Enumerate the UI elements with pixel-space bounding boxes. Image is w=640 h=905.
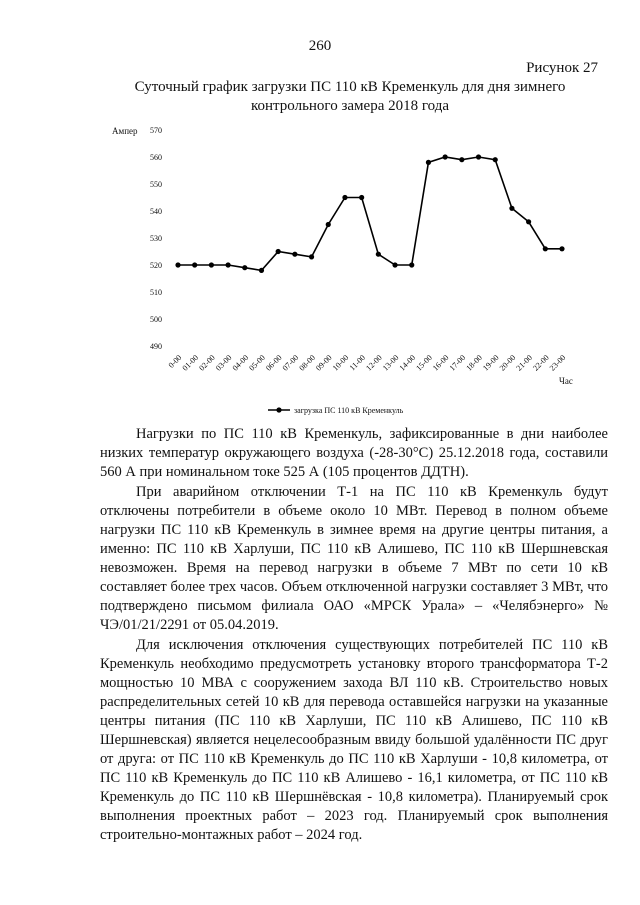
data-point <box>209 262 214 267</box>
paragraph-solution: Для исключения отключения существующих потребителей ПС 110 кВ Кременкуль необходимо предусмотреть установку второго трансформатора Т-2 мощностью 10 МВА с сооружением захода ВЛ 110 кВ. Строительство новых распределительных сетей 10 кВ для перевода оставшейся нагрузки на указанные центры питания (ПС 110 кВ Харлуши, ПС 110 кВ Алишево, ПС 110 кВ Шершневская) является нецелесообразным ввиду большой удалённости ПС друг от друга: от ПС 110 кВ Кременкуль до ПС 110 кВ Харлуши - 10,8 километра, от ПС 110 кВ Кременкуль до ПС 110 кВ Алишево - 16,1 километра, от ПС 110 кВ Кременкуль до ПС 110 кВ Шершнёвская - 10,8 километра). Планируемый срок выполнения проектных работ – 2023 год. Планируемый срок выполнения строительно-монтажных работ – 2024 год. <box>100 637 608 843</box>
x-tick-label: 11-00 <box>347 353 368 373</box>
data-point <box>509 206 514 211</box>
data-point <box>326 222 331 227</box>
x-tick-label: 19-00 <box>481 353 501 373</box>
series-line <box>178 157 562 270</box>
y-tick-label: 560 <box>150 153 162 162</box>
x-tick-label: 05-00 <box>247 353 267 373</box>
data-point <box>259 268 264 273</box>
data-point <box>309 254 314 259</box>
y-tick-label: 570 <box>150 126 162 135</box>
x-tick-label: 23-00 <box>547 353 568 373</box>
x-tick-label: 22-00 <box>531 353 551 373</box>
legend-marker <box>276 407 281 412</box>
x-tick-label: 09-00 <box>314 353 334 373</box>
data-point <box>192 262 197 267</box>
figure-label: Рисунок 27 <box>526 60 598 76</box>
data-point <box>292 252 297 257</box>
y-axis-label: Ампер <box>112 126 138 136</box>
data-point <box>409 262 414 267</box>
x-tick-label: 07-00 <box>280 353 301 373</box>
page-number: 260 <box>308 38 332 54</box>
x-tick-label: 21-00 <box>514 353 535 373</box>
y-tick-label: 550 <box>150 180 162 189</box>
x-tick-label: 16-00 <box>430 353 451 373</box>
data-point <box>459 157 464 162</box>
x-tick-label: 10-00 <box>330 353 351 373</box>
y-tick-label: 500 <box>150 315 162 324</box>
data-point <box>392 262 397 267</box>
y-tick-label: 520 <box>150 261 162 270</box>
load-line-chart <box>100 120 600 420</box>
x-tick-label: 02-00 <box>197 353 217 373</box>
y-tick-label: 540 <box>150 207 162 216</box>
data-point <box>443 154 448 159</box>
body-text <box>100 425 608 846</box>
legend <box>268 406 404 415</box>
x-tick-label: 03-00 <box>213 353 234 373</box>
x-tick-label: 13-00 <box>380 353 401 373</box>
data-point <box>476 154 481 159</box>
x-axis-label: Час <box>559 376 573 386</box>
x-tick-label: 15-00 <box>414 353 434 373</box>
x-tick-label: 0-00 <box>166 353 184 370</box>
y-tick-label: 530 <box>150 234 162 243</box>
x-axis-ticks <box>167 353 568 373</box>
x-tick-label: 20-00 <box>497 353 518 373</box>
x-tick-label: 18-00 <box>464 353 484 373</box>
x-tick-label: 06-00 <box>264 353 284 373</box>
x-tick-label: 12-00 <box>364 353 384 373</box>
x-tick-label: 01-00 <box>180 353 201 373</box>
x-tick-label: 17-00 <box>447 353 468 373</box>
data-point <box>426 160 431 165</box>
data-point <box>342 195 347 200</box>
x-tick-label: 14-00 <box>397 353 418 373</box>
data-point <box>376 252 381 257</box>
data-point <box>225 262 230 267</box>
y-tick-label: 490 <box>150 342 162 351</box>
y-axis-ticks <box>150 126 162 351</box>
data-point <box>493 157 498 162</box>
chart-title: Суточный график загрузки ПС 110 кВ Кременкуль для дня зимнего контрольного замера 2018 года <box>134 79 566 114</box>
data-point <box>359 195 364 200</box>
x-tick-label: 08-00 <box>297 353 317 373</box>
data-point <box>276 249 281 254</box>
data-point <box>543 246 548 251</box>
paragraph-loads: Нагрузки по ПС 110 кВ Кременкуль, зафиксированные в дни наиболее низких температур окружающего воздуха (-28-30°С) 25.12.2018 года, составили 560 А при номинальном токе 525 А (105 процентов ДДТН). <box>100 426 608 480</box>
x-tick-label: 04-00 <box>230 353 251 373</box>
y-tick-label: 510 <box>150 288 162 297</box>
series-layer <box>175 154 564 273</box>
data-point <box>526 219 531 224</box>
legend-label: загрузка ПС 110 кВ Кременкуль <box>294 406 404 415</box>
data-point <box>242 265 247 270</box>
data-point <box>175 262 180 267</box>
paragraph-emergency: При аварийном отключении Т-1 на ПС 110 кВ Кременкуль будут отключены потребители в объеме около 10 МВт. Перевод в полном объеме нагрузки ПС 110 кВ Кременкуль в зимнее время на другие центры питания, а именно: ПС 110 кВ Харлуши, ПС 110 кВ Алишево, ПС 110 кВ Шершневская невозможен. Время на перевод нагрузки в объеме 7 МВт по сети 10 кВ составляет более трех часов. Объем отключенной нагрузки составляет 3 МВт, что подтверждено письмом филиала ОАО «МРСК Урала» – «Челябэнерго» № ЧЭ/01/21/2291 от 05.04.2019. <box>100 484 608 633</box>
data-point <box>559 246 564 251</box>
